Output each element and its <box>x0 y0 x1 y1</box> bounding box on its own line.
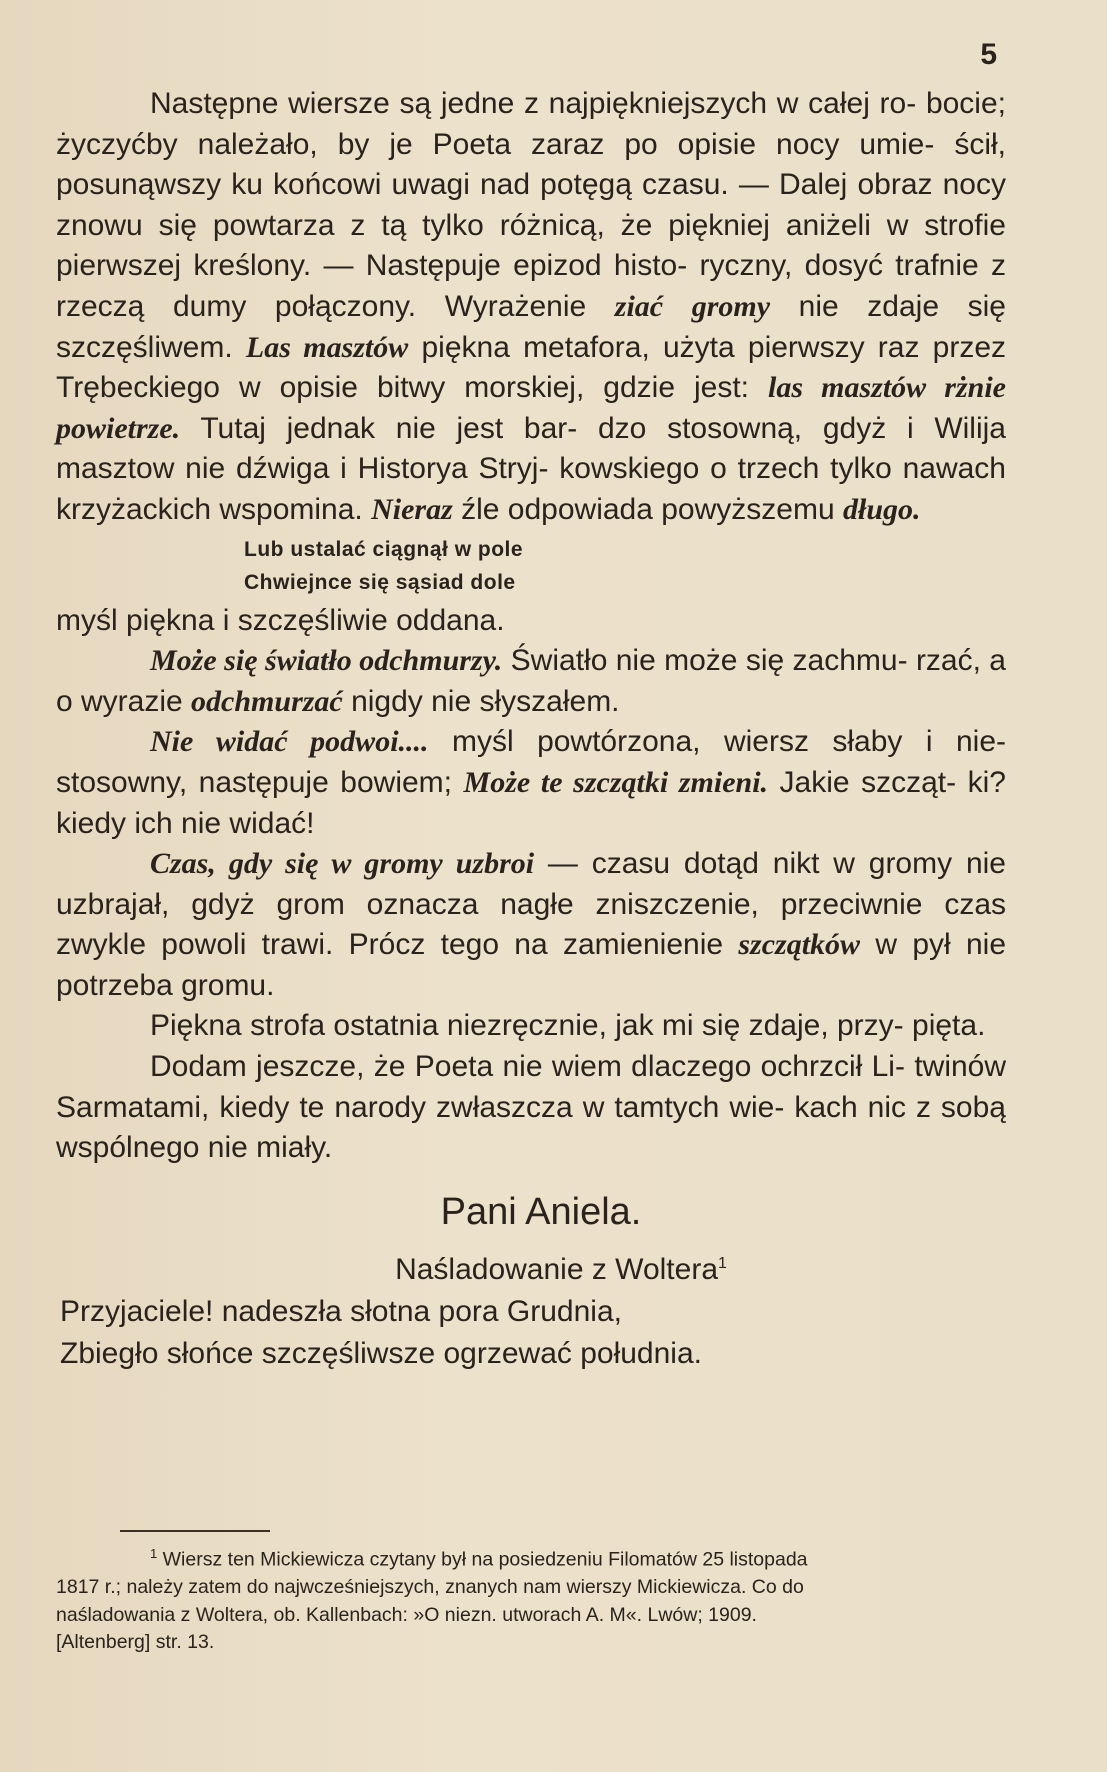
text-run: nie zdaje się szczęśliwem. <box>56 289 1006 364</box>
paragraph-3 <box>56 641 1006 722</box>
paragraph-5 <box>56 844 1006 1006</box>
footnote-line: naśladowania z Woltera, ob. Kallenbach: »O niezn. utworach A. M«. Lwów; 1909. <box>56 1603 757 1626</box>
italic-quote: Czas, gdy się w gromy uzbroi <box>150 847 535 881</box>
text-run: źle odpowiada powyższemu <box>461 492 843 526</box>
text-run: stosowny, następuje bowiem; <box>56 765 464 799</box>
poem-subtitle-text: Naśladowanie z Woltera <box>395 1252 719 1286</box>
italic-quote: Może się światło odchmurzy. <box>150 644 503 678</box>
paragraph-4 <box>56 722 1006 844</box>
paragraph-2: myśl piękna i szczęśliwie oddana. <box>56 603 505 637</box>
italic-term: szczątków <box>738 928 861 962</box>
italic-term: gromy <box>691 289 771 323</box>
text-run: kowskiego o trzech tylko nawach krzyżackich wspomina. <box>56 452 1006 526</box>
poem-title: Pani Aniela. <box>440 1190 642 1233</box>
footnote <box>56 1540 1006 1657</box>
text-run: rzać, a o wyrazie <box>56 644 1006 718</box>
text-line: obraz nocy znowu się powtarza z tą tylko różnicą, że piękniej <box>56 168 1006 242</box>
text-line: Piękna strofa ostatnia niezręcznie, jak mi się zdaje, przy- <box>150 1009 904 1043</box>
text-run: myśl powtórzona, wiersz słaby i nie- <box>428 725 1006 759</box>
italic-term: odchmurzać <box>191 684 343 718</box>
text-run: — czasu dotąd nikt w gromy <box>534 847 953 881</box>
text-run: Światło nie może się zachmu- <box>502 644 908 678</box>
paragraph-6 <box>56 1006 1006 1047</box>
quoted-verse-line: Chwiejnce się sąsiad dole <box>244 570 516 594</box>
text-line: twinów Sarmatami, kiedy te narody zwłaszcza w tamtych wie- <box>56 1050 1007 1124</box>
italic-term: Nieraz <box>371 492 453 526</box>
body-text <box>56 84 1006 1375</box>
footnote-text: Wiersz ten Mickiewicza czytany był na posiedzeniu Filomatów 25 listopada <box>162 1548 808 1571</box>
footnote-mark: 1 <box>150 1546 158 1561</box>
text-line: pięta. <box>912 1009 986 1043</box>
text-run: nigdy nie słyszałem. <box>342 684 620 718</box>
text-run: ki? kiedy ich nie widać! <box>56 765 1006 840</box>
italic-quote: Nie widać podwoi.... <box>150 725 429 759</box>
verse-line: Zbiegło słońce szczęśliwsze ogrzewać południa. <box>60 1336 702 1370</box>
text-line: bocie; życzyćby należało, by je Poeta zaraz po opisie nocy umie- <box>56 87 1006 161</box>
text-line: aniżeli w strofie pierwszej kreślony. — Następuje epizod histo- <box>56 208 1006 283</box>
poem-verse <box>60 1291 1006 1375</box>
footnote-rule <box>120 1530 270 1532</box>
italic-term: ziać <box>614 289 664 323</box>
footnote-line <box>56 1540 1006 1574</box>
italic-term: długo. <box>842 492 921 526</box>
quoted-verse-line: Lub ustalać ciągnął w pole <box>244 537 524 561</box>
text-run: nie uzbrajał, gdyż grom oznacza nagłe zniszczenie, przeciwnie <box>56 847 1006 921</box>
italic-quote: Może te szczątki zmieni. <box>463 765 769 799</box>
footnote-marker: 1 <box>718 1254 727 1272</box>
text-run: Tutaj jednak nie jest bar- <box>180 411 578 445</box>
text-run: gdzie jest: <box>603 371 768 405</box>
text-line: użyta pierwszy raz przez Trębeckiego w opisie bitwy morskiej, <box>56 330 1007 405</box>
text-line: dzo stosowną, gdyż i Wilija masztow nie dźwiga i Historya Stryj- <box>56 411 1006 486</box>
text-line: Dodam jeszcze, że Poeta nie wiem dlaczego ochrzcił Li- <box>150 1050 905 1084</box>
verse-line: Przyjaciele! nadeszła słotna pora Grudnia, <box>60 1294 622 1328</box>
quoted-verse <box>244 533 1006 599</box>
text-line: ścił, posunąwszy ku końcowi uwagi nad potęgą czasu. — Dalej <box>56 127 1006 202</box>
text-run: w pył nie potrzeba gromu. <box>56 928 1007 1002</box>
text-line: kach nic z sobą wspólnego nie miały. <box>56 1090 1006 1165</box>
text-line: ryczny, dosyć trafnie z rzeczą dumy połączony. Wyrażenie <box>56 249 1006 323</box>
footnote-line: [Altenberg] str. 13. <box>56 1631 215 1653</box>
text-run: piękna metafora, <box>408 330 650 364</box>
italic-quote: las masztów rżnie powietrze. <box>56 371 1006 445</box>
text-line: Następne wiersze są jedne z najpiękniejszych w całej ro- <box>150 87 917 120</box>
text-run: czas zwykle powoli trawi. Prócz tego na zamienienie <box>56 887 1007 962</box>
text-run: Jakie szcząt- <box>768 765 957 799</box>
paragraph-1 <box>56 84 1006 531</box>
italic-term: Las masztów <box>245 330 409 364</box>
footnote-line: 1817 r.; należy zatem do najwcześniejszych, znanych nam wierszy Mickiewicza. Co do <box>56 1576 804 1598</box>
page-number: 5 <box>980 38 997 71</box>
poem-subtitle <box>56 1243 1006 1291</box>
paragraph-7 <box>56 1047 1006 1169</box>
